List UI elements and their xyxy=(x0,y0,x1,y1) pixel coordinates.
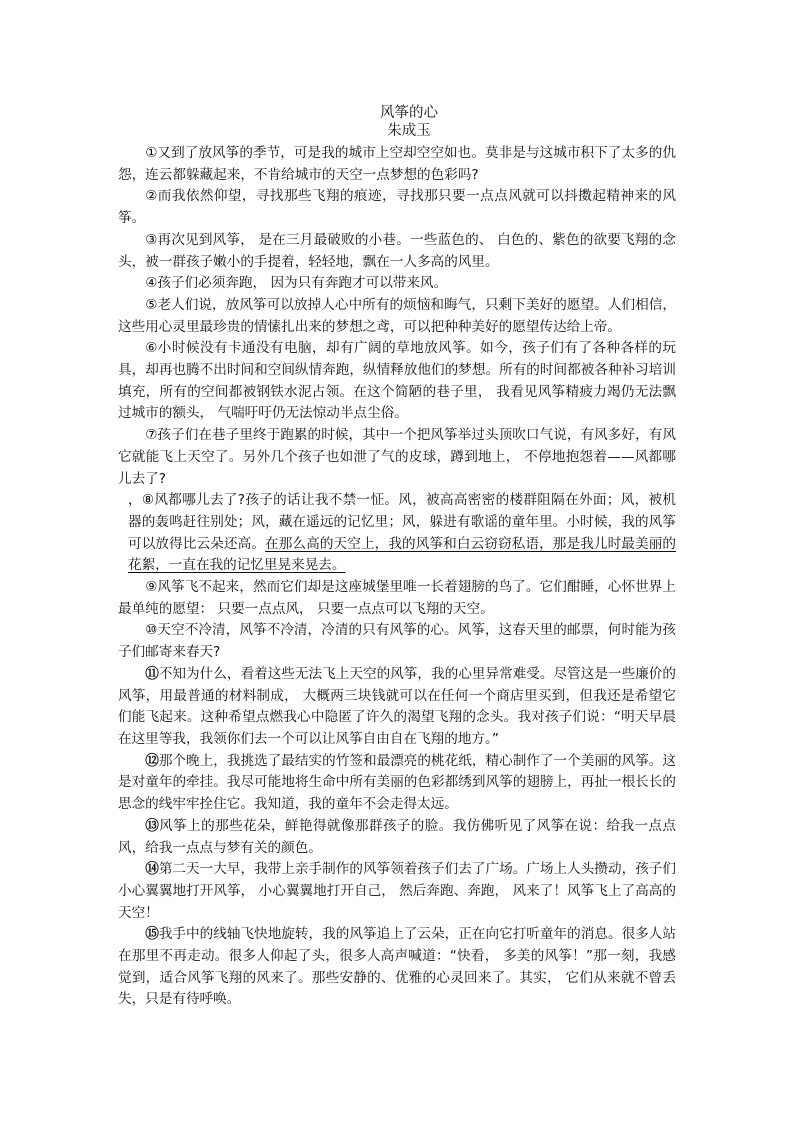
paragraph-13 xyxy=(118,816,676,859)
paragraph-8-text: ，⑧风都哪儿去了?孩子的话让我不禁一怔。风，被高高密密的楼群阻隔在外面；风，被机器的轰鸣赶往别处；风，藏在遥远的记忆里；风，躲进有歌谣的童年里。小时候，我的风筝可以放得比云朵还高。 xyxy=(128,492,676,552)
paragraph-12-text: 那个晚上，我挑选了最结实的竹签和最漂亮的桃花纸，精心制作了一个美丽的风筝。这是对童年的牵挂。我尽可能地将生命中所有美丽的色彩都绣到风筝的翅膀上，再扯一根长长的思念的线牢牢拴住它。我知道，我的童年不会走得太远。 xyxy=(118,752,677,813)
paragraph-9: ⑨风筝飞不起来，然而它们却是这座城堡里唯一长着翅膀的鸟了。它们酣睡，心怀世界上最单纯的愿望： 只要一点点风， 只要一点点可以飞翔的天空。 xyxy=(118,579,676,617)
paragraph-7: ⑦孩子们在巷子里终于跑累的时候，其中一个把风筝举过头顶吹口气说，有风多好，有风它就能飞上天空了。另外几个孩子也如泄了气的皮球，蹲到地上， 不停地抱怨着——风都哪儿去了? xyxy=(118,427,676,487)
paragraph-3: ③再次见到风筝， 是在三月最破败的小巷。一些蓝色的、 白色的、紫色的欲要飞翔的念头，被一群孩子嫩小的手提着，轻轻地，飘在一人多高的风里。 xyxy=(118,231,676,270)
paragraph-11-text: 不知为什么，看着这些无法飞上天空的风筝，我的心里异常难受。尽管这是一些廉价的风筝，用最普通的材料制成， 大概两三块钱就可以在任何一个商店里买到，但我还是希望它们能飞起来。这种希望点燃我心中隐匿了许久的渴望飞翔的念头。我对孩子们说：“明天早晨在这里等我，我领你们去一个可以让风筝自由自在飞翔的地方。” xyxy=(118,665,677,747)
paragraph-6: ⑥小时候没有卡通没有电脑，却有广阔的草地放风筝。如今，孩子们有了各种各样的玩具，却再也腾不出时间和空间纵情奔跑，纵情释放他们的梦想。所有的时间都被各种补习培训填充，所有的空间都被钢铁水泥占领。在这个简陋的巷子里， 我看见风筝精疲力竭仍无法飘过城市的额头， 气喘吁吁仍无法惊动半点尘俗。 xyxy=(118,340,676,422)
paragraph-11-number: ⑪ xyxy=(145,665,159,682)
paragraph-10: ⑩天空不冷清，风筝不冷清，冷清的只有风筝的心。风筝，这春天里的邮票，何时能为孩子们邮寄来春天? xyxy=(118,622,676,661)
article-title: 风筝的心 xyxy=(380,105,438,121)
paragraph-15 xyxy=(118,924,676,1011)
paragraph-8 xyxy=(118,490,676,577)
paragraph-12 xyxy=(118,751,676,816)
paragraph-8-underlined-text: 在那么高的天空上，我的风筝和白云窃窃私语，那是我儿时最美丽的花絮，一直在我的记忆里晃来晃去。 xyxy=(128,535,677,574)
paragraph-12-number: ⑫ xyxy=(145,752,159,769)
paragraph-13-number: ⑬ xyxy=(145,817,160,834)
article-author: 朱成玉 xyxy=(387,123,431,139)
paragraph-13-text: 风筝上的那些花朵，鲜艳得就像那群孩子的脸。我仿佛听见了风筝在说：给我一点点风，给我一点点与梦有关的颜色。 xyxy=(118,817,677,856)
paragraph-2: ②而我依然仰望，寻找那些飞翔的痕迹，寻找那只要一点点风就可以抖擞起精神来的风筝。 xyxy=(118,188,676,227)
paragraph-1: ①又到了放风筝的季节，可是我的城市上空却空空如也。莫非是与这城市积下了太多的仇怨，连云都躲藏起来，不肯给城市的天空一点梦想的色彩吗? xyxy=(118,145,676,183)
paragraph-15-text: 我手中的线轴飞快地旋转，我的风筝追上了云朵，正在向它打听童年的消息。很多人站在那里不再走动。很多人仰起了头，很多人高声喊道：“快看， 多美的风筝！”那一刻，我感觉到，适合风筝飞翔的风来了。那些安静的、优雅的心灵回来了。其实， 它们从来就不曾丢失，只是有待呼唤。 xyxy=(118,926,677,1008)
paragraph-5: ⑤老人们说，放风筝可以放掉人心中所有的烦恼和晦气，只剩下美好的愿望。人们相信，这些用心灵里最珍贵的情愫扎出来的梦想之鸢，可以把种种美好的愿望传达给上帝。 xyxy=(118,296,676,335)
paragraph-4: ④孩子们必须奔跑， 因为只有奔跑才可以带来风。 xyxy=(145,275,448,292)
paragraph-14 xyxy=(118,859,676,924)
paragraph-14-text: 第二天一大早，我带上亲手制作的风筝领着孩子们去了广场。广场上人头攒动，孩子们小心翼翼地打开风筝， 小心翼翼地打开自己， 然后奔跑、奔跑， 风来了！风筝飞上了高高的天空！ xyxy=(118,861,677,921)
paragraph-11 xyxy=(118,664,676,751)
paragraph-15-number: ⑮ xyxy=(145,926,159,943)
paragraph-14-number: ⑭ xyxy=(145,861,159,878)
document-page xyxy=(118,104,676,1011)
